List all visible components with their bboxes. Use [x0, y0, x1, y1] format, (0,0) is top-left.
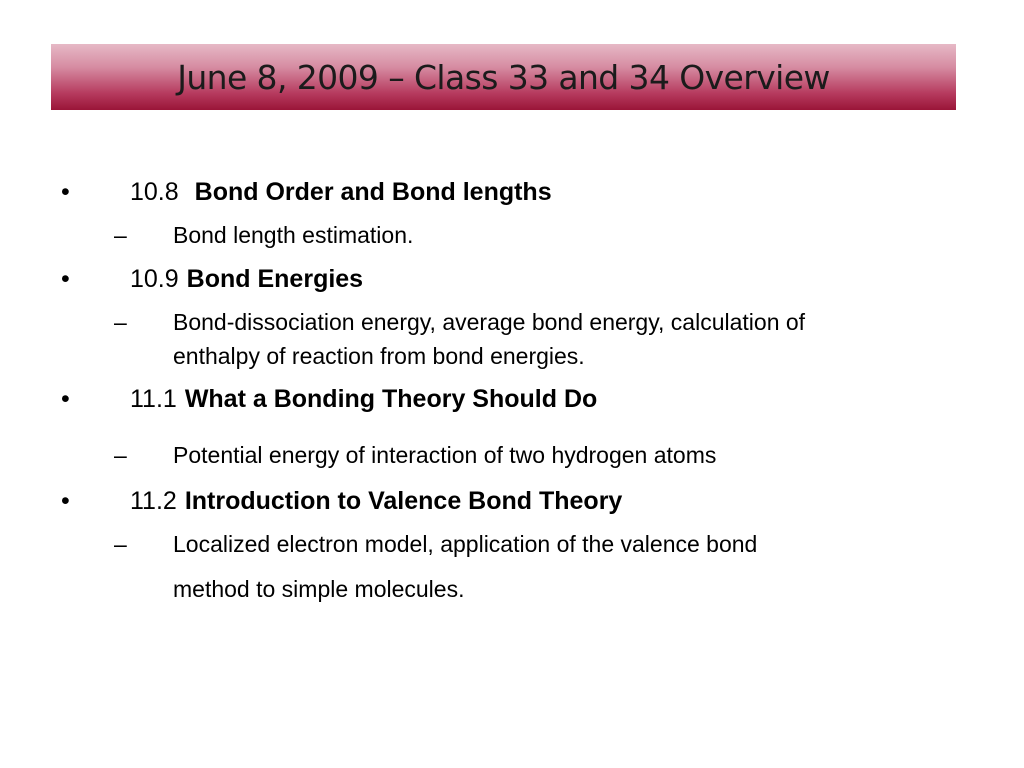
dash-glyph: –: [114, 309, 127, 335]
section-heading-10-9: [130, 264, 363, 294]
sub-point-text: Bond-dissociation energy, average bond energy, calculation of: [173, 309, 806, 335]
dash-glyph: –: [114, 531, 127, 557]
section-title: What a Bonding Theory Should Do: [184, 385, 598, 413]
bullet-glyph: •: [61, 178, 70, 206]
section-heading-11-2: [130, 486, 622, 516]
sub-point-text: Bond length estimation.: [173, 222, 414, 248]
dash-glyph: –: [114, 222, 127, 248]
section-number: 10.8: [130, 178, 179, 206]
section-heading-11-1: [130, 384, 597, 414]
dash-glyph: –: [114, 442, 127, 468]
section-heading-10-8: [130, 177, 552, 207]
section-number: 11.1: [130, 385, 177, 413]
bullet-glyph: •: [61, 385, 70, 413]
section-title: Bond Energies: [186, 265, 364, 293]
sub-point-text-continued: method to simple molecules.: [173, 576, 465, 602]
title-bar: [51, 44, 956, 110]
sub-point-text-continued: enthalpy of reaction from bond energies.: [173, 343, 585, 369]
bullet-glyph: •: [61, 487, 70, 515]
slide-title: June 8, 2009 – Class 33 and 34 Overview: [177, 58, 830, 97]
sub-point-text: Potential energy of interaction of two hydrogen atoms: [173, 442, 717, 468]
bullet-glyph: •: [61, 265, 70, 293]
section-title: Bond Order and Bond lengths: [194, 178, 552, 206]
sub-point-text: Localized electron model, application of the valence bond: [173, 531, 758, 557]
section-number: 10.9: [130, 265, 179, 293]
section-number: 11.2: [130, 487, 177, 515]
section-title: Introduction to Valence Bond Theory: [184, 487, 623, 515]
